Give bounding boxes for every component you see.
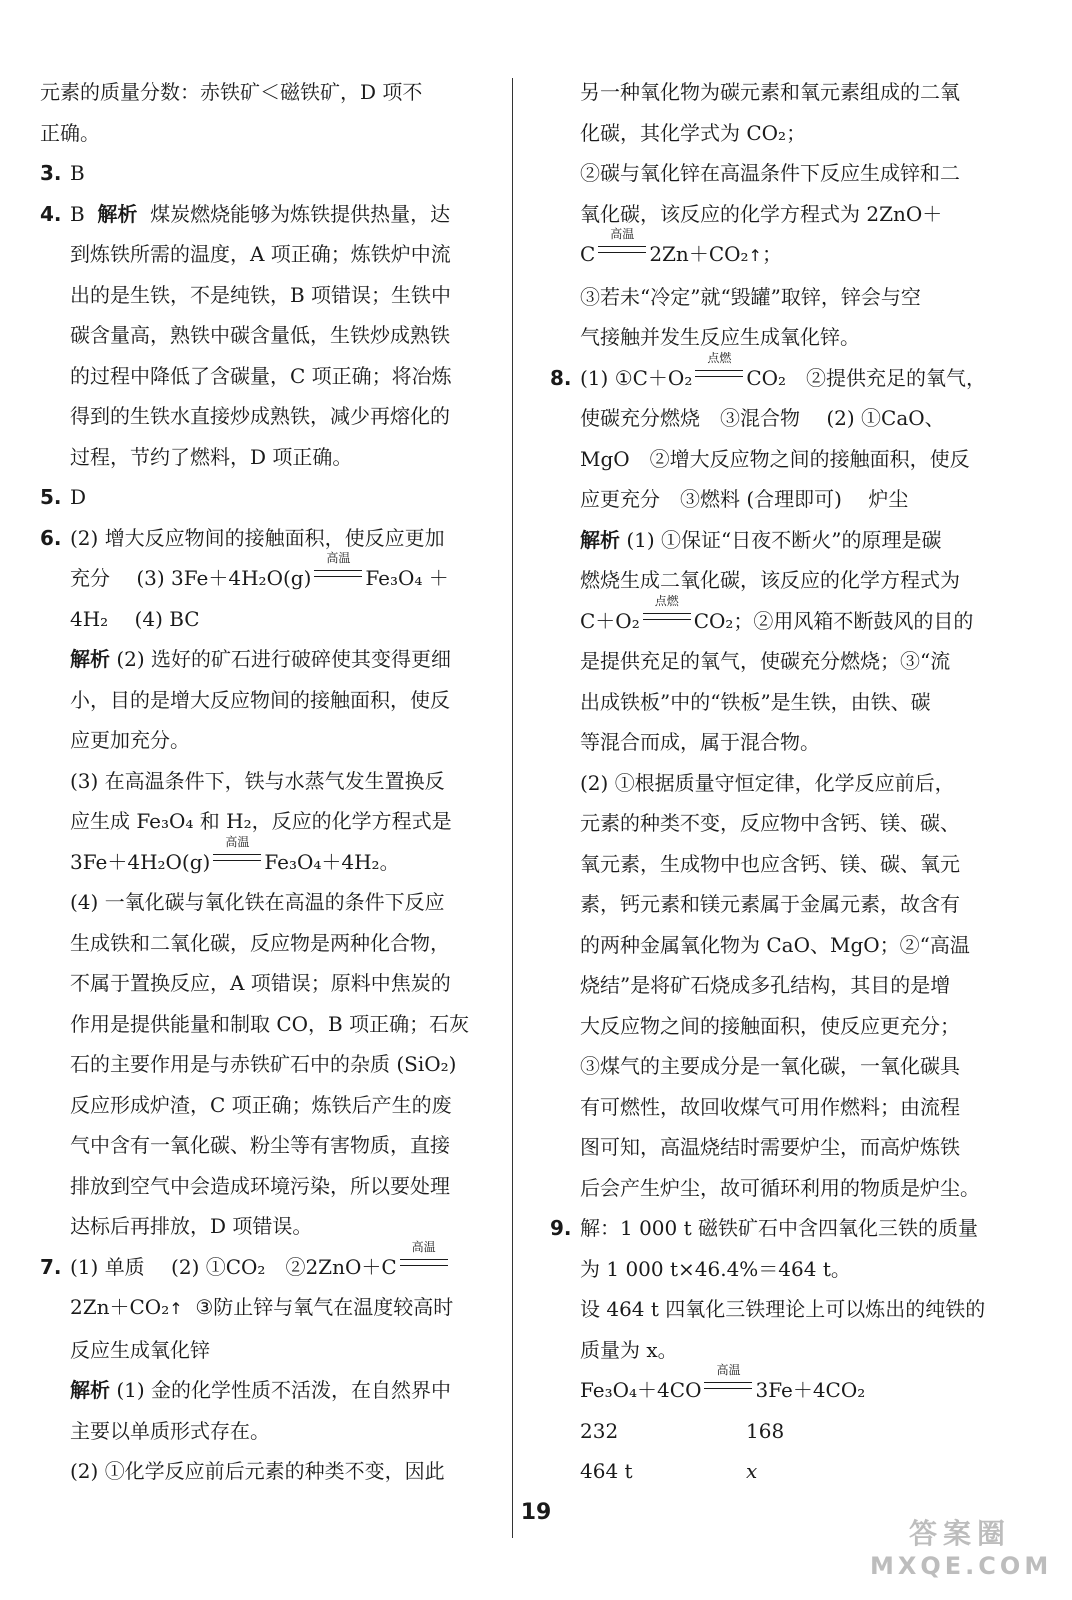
- question-5: [40, 477, 480, 518]
- text-line: 燃烧生成二氧化碳，该反应的化学方程式为: [580, 568, 960, 592]
- text-line: MgO ②增大反应物之间的接触面积，使反: [580, 446, 970, 471]
- text-line: 排放到空气中会造成环境污染，所以要处理: [70, 1173, 450, 1198]
- equation-line: [580, 227, 990, 277]
- analysis-line: [40, 1370, 480, 1411]
- answer: B: [70, 161, 85, 185]
- mass-value: x: [746, 1459, 758, 1483]
- text: 3Fe＋4H₂O(g): [70, 849, 211, 874]
- mass-value: 464 t: [580, 1459, 633, 1483]
- gas-arrow-icon: ↑: [748, 246, 762, 265]
- question-8: [550, 350, 990, 399]
- question-number: 9.: [550, 1216, 572, 1240]
- question-number: 8.: [550, 365, 572, 390]
- analysis-label: 解析: [580, 527, 620, 552]
- reaction-arrow: [314, 551, 362, 585]
- reaction-arrow: [598, 227, 646, 261]
- analysis-label: 解析: [70, 1378, 110, 1402]
- text-line: 应更加充分。: [70, 728, 190, 752]
- text: (1) ①保证“日夜不断火”的原理是碳: [626, 527, 942, 552]
- text-line: 反应生成氧化锌: [70, 1337, 210, 1362]
- text-line: 生成铁和二氧化碳，反应物是两种化合物，: [70, 930, 450, 955]
- text-line: 4H₂ (4) BC: [70, 606, 200, 631]
- equation-line: [580, 593, 990, 642]
- text-line: 图可知，高温烧结时需要炉尘，而高炉炼铁: [580, 1135, 960, 1159]
- text-line: ③煤气的主要成分是一氧化碳，一氧化碳具: [580, 1054, 960, 1078]
- text-line: 等混合而成，属于混合物。: [580, 730, 820, 754]
- text-line: 另一种氧化物为碳元素和氧元素组成的二氧: [580, 80, 960, 104]
- text: CO₂；②用风箱不断鼓风的目的: [693, 608, 974, 633]
- watermark-url: MXQE.COM: [870, 1552, 1053, 1580]
- text-line: 设 464 t 四氧化三铁理论上可以炼出的纯铁的: [580, 1297, 986, 1321]
- text-line: 大反应物之间的接触面积，使反应更充分；: [580, 1013, 960, 1038]
- text-line: 不属于置换反应，A 项错误；原料中焦炭的: [70, 971, 451, 995]
- text: 2Zn＋CO₂: [70, 1295, 170, 1319]
- question-3: [40, 153, 480, 194]
- reaction-condition: 高温: [326, 551, 351, 565]
- text: 解：1 000 t 磁铁矿石中含四氧化三铁的质量: [580, 1216, 979, 1240]
- text-line: 出成铁板”中的“铁板”是生铁，由铁、碳: [580, 689, 931, 714]
- text: ③防止锌与氧气在温度较高时: [195, 1295, 454, 1319]
- text-line: 后会产生炉尘，故可循环利用的物质是炉尘。: [580, 1175, 980, 1200]
- column-divider: [512, 78, 513, 1538]
- equation-line: [40, 834, 480, 883]
- mass-ratio-line: [580, 1411, 990, 1452]
- equation-line: [580, 1363, 990, 1411]
- text-line: (2) ①根据质量守恒定律，化学反应前后，: [580, 770, 955, 795]
- question-7: [40, 1239, 480, 1288]
- text-line: 过程，节约了燃料，D 项正确。: [70, 444, 353, 469]
- text-line: 是提供充足的氧气，使碳充分燃烧；③“流: [580, 649, 951, 673]
- text-line: 正确。: [40, 120, 100, 145]
- text: CO₂ ②提供充足的氧气，: [746, 365, 987, 390]
- reaction-arrow: [704, 1363, 752, 1397]
- equation-line: [40, 551, 480, 599]
- right-column: [550, 72, 990, 1492]
- reaction-arrow: [695, 350, 743, 385]
- text-line: (2) ①化学反应前后元素的种类不变，因此: [70, 1459, 445, 1483]
- question-number: 7.: [40, 1254, 62, 1279]
- text-line: 烧结”是将矿石烧成多孔结构，其目的是增: [580, 973, 951, 997]
- text-line: 素，钙元素和镁元素属于金属元素，故含有: [580, 892, 960, 916]
- text-line: 的过程中降低了含碳量，C 项正确；将冶炼: [70, 363, 452, 388]
- text-line: 气中含有一氧化碳、粉尘等有害物质，直接: [70, 1133, 450, 1157]
- left-column: [40, 72, 480, 1492]
- text-line: 出的是生铁，不是纯铁，B 项错误；生铁中: [70, 282, 452, 307]
- text-line: 作用是提供能量和制取 CO，B 项正确；石灰: [70, 1011, 470, 1036]
- reaction-condition: 高温: [716, 1363, 741, 1377]
- reaction-condition: 高温: [610, 227, 635, 241]
- reaction-arrow: [400, 1239, 448, 1274]
- text-line: 小，目的是增大反应物间的接触面积，使反: [70, 687, 450, 712]
- analysis-line: [580, 520, 990, 561]
- text: Fe₃O₄＋4H₂。: [264, 849, 400, 874]
- reaction-condition: 点燃: [707, 350, 732, 365]
- question-4: [40, 194, 480, 235]
- text: (1) 金的化学性质不活泼，在自然界中: [116, 1378, 452, 1402]
- question-number: 4.: [40, 201, 62, 226]
- text-line: (4) 一氧化碳与氧化铁在高温的条件下反应: [70, 890, 445, 914]
- equation-line: [40, 1287, 480, 1330]
- question-9: [550, 1208, 990, 1249]
- answer: B: [70, 201, 85, 226]
- text-line: 质量为 x。: [580, 1337, 678, 1362]
- text-line: 应生成 Fe₃O₄ 和 H₂，反应的化学方程式是: [70, 809, 452, 833]
- analysis-line: [40, 639, 480, 680]
- question-number: 5.: [40, 485, 62, 509]
- text-line: 反应形成炉渣，C 项正确；炼铁后产生的废: [70, 1092, 452, 1117]
- gas-arrow-icon: ↑: [169, 1299, 183, 1318]
- text-line: ②碳与氧化锌在高温条件下反应生成锌和二: [580, 161, 960, 185]
- text: (1) ①C＋O₂: [580, 365, 693, 390]
- watermark-text: 答案圈: [908, 1517, 1011, 1550]
- text-line: 使碳充分燃烧 ③混合物 (2) ①CaO、: [580, 406, 945, 430]
- text: (2) 选好的矿石进行破碎使其变得更细: [116, 647, 452, 671]
- text-line: 碳含量高，熟铁中碳含量低，生铁炒成熟铁: [70, 323, 450, 347]
- answer: D: [70, 485, 87, 509]
- text-line: ③若未“冷定”就“毁罐”取锌，锌会与空: [580, 284, 921, 309]
- text: (2) 增大反应物间的接触面积，使反应更加: [70, 525, 445, 550]
- question-number: 3.: [40, 161, 62, 185]
- text: C＋O₂: [580, 608, 640, 633]
- analysis-label: 解析: [70, 647, 110, 671]
- text: Fe₃O₄＋4CO: [580, 1378, 702, 1402]
- analysis-label: 解析: [97, 201, 138, 226]
- text-line: 氧化碳，该反应的化学方程式为 2ZnO＋: [580, 201, 943, 226]
- text: 3Fe＋4CO₂: [755, 1378, 866, 1402]
- mass-value-line: [580, 1451, 990, 1492]
- text-line: 的两种金属氧化物为 CaO、MgO；②“高温: [580, 932, 970, 957]
- question-number: 6.: [40, 525, 62, 550]
- text-line: 达标后再排放，D 项错误。: [70, 1214, 313, 1238]
- text-line: 氧元素，生成物中也应含钙、镁、碳、氧元: [580, 851, 960, 876]
- text: 充分 (3) 3Fe＋4H₂O(g): [70, 566, 312, 590]
- molar-mass: 232: [580, 1418, 619, 1443]
- reaction-condition: 高温: [225, 834, 250, 849]
- text-line: 化碳，其化学式为 CO₂；: [580, 120, 807, 145]
- text-line: 主要以单质形式存在。: [70, 1418, 270, 1443]
- text-line: 应更充分 ③燃料 (合理即可) 炉尘: [580, 487, 909, 511]
- molar-mass: 168: [746, 1418, 785, 1443]
- reaction-arrow: [643, 593, 691, 628]
- text-line: 石的主要作用是与赤铁矿石中的杂质 (SiO₂): [70, 1052, 457, 1076]
- text-line: 元素的质量分数：赤铁矿＜磁铁矿，D 项不: [40, 80, 423, 104]
- text-line: 到炼铁所需的温度，A 项正确；炼铁炉中流: [70, 242, 451, 266]
- text: 2Zn＋CO₂: [649, 242, 749, 266]
- page-number: 19: [520, 1500, 552, 1525]
- text: Fe₃O₄ ＋: [365, 566, 449, 590]
- text: 煤炭燃烧能够为炼铁提供热量，达: [150, 201, 451, 226]
- watermark-logo: [870, 1512, 1053, 1584]
- text: C: [580, 242, 596, 266]
- text-line: 为 1 000 t×46.4%＝464 t。: [580, 1256, 851, 1281]
- reaction-condition: 高温: [411, 1239, 436, 1254]
- text-line: (3) 在高温条件下，铁与水蒸气发生置换反: [70, 768, 445, 793]
- reaction-arrow: [213, 834, 261, 869]
- text-line: 得到的生铁水直接炒成熟铁，减少再熔化的: [70, 404, 450, 428]
- reaction-condition: 点燃: [654, 593, 679, 608]
- text-line: 元素的种类不变，反应物中含钙、镁、碳、: [580, 811, 960, 835]
- text-line: 有可燃性，故回收煤气可用作燃料；由流程: [580, 1094, 960, 1119]
- text-line: 气接触并发生反应生成氧化锌。: [580, 325, 860, 349]
- question-6: [40, 518, 480, 559]
- text: (1) 单质 (2) ①CO₂ ②2ZnO＋C: [70, 1254, 397, 1279]
- text: ；: [761, 242, 782, 266]
